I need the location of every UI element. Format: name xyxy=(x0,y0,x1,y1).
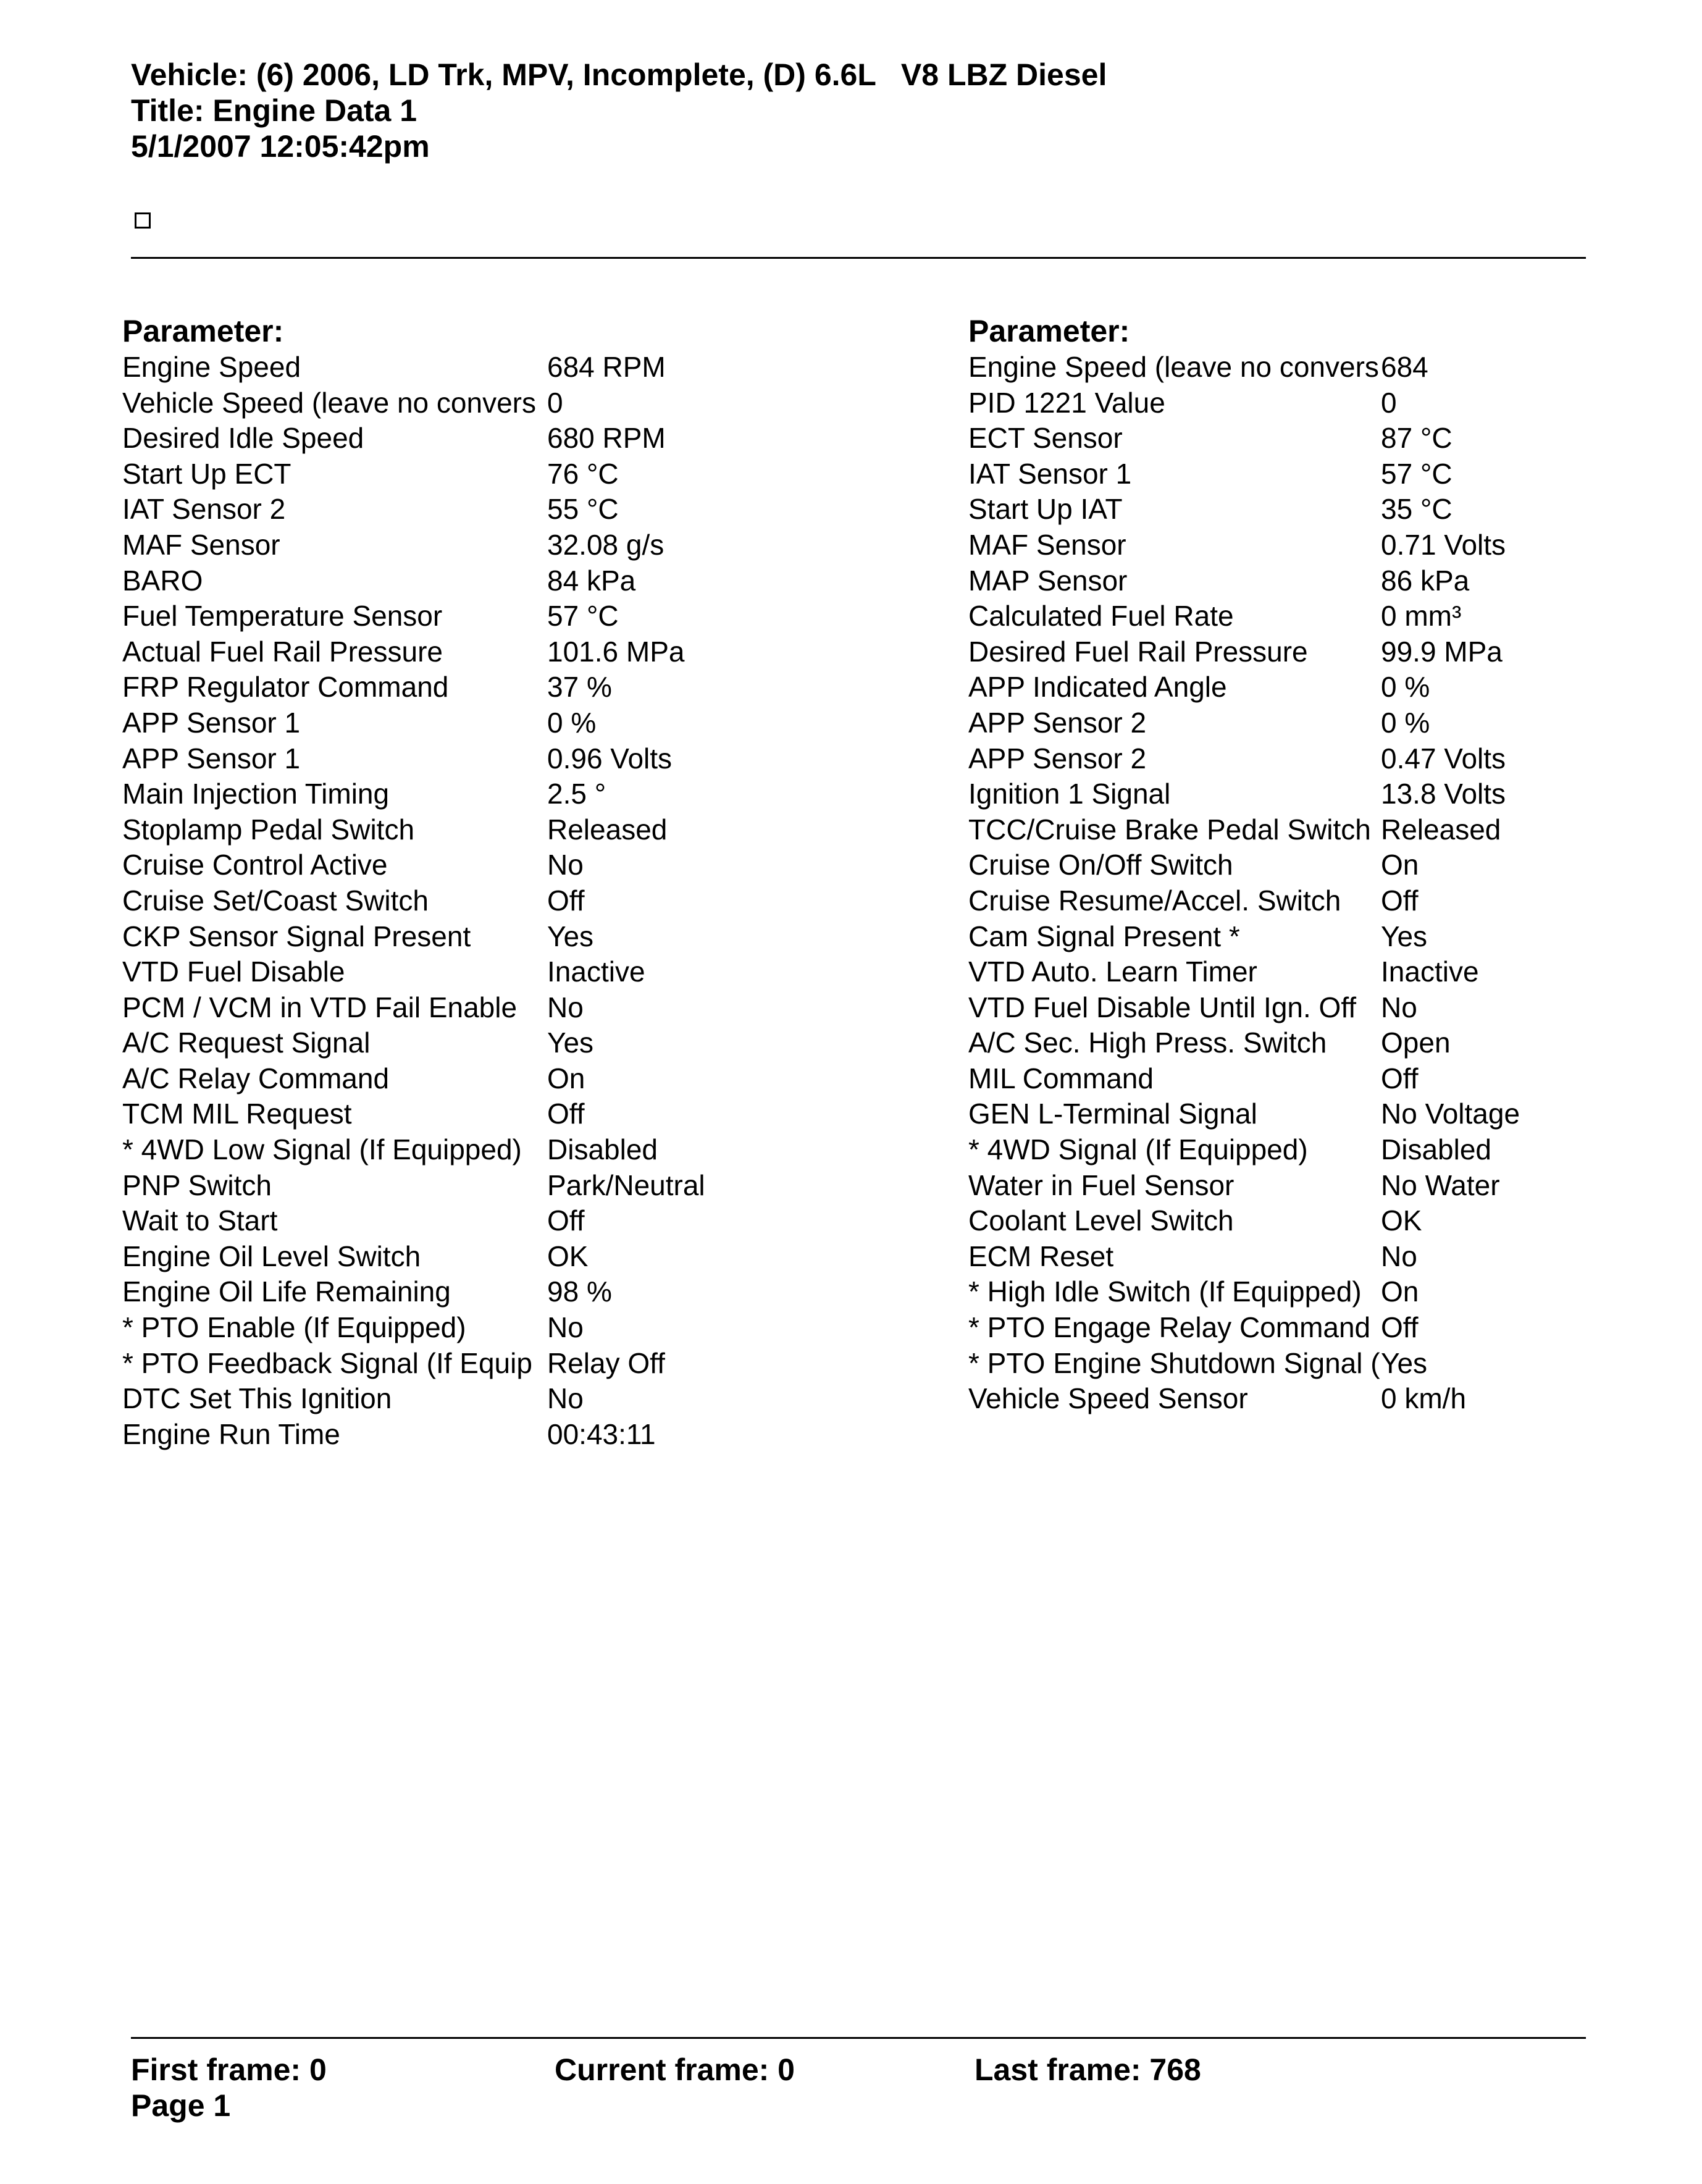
parameter-value: 13.8 Volts xyxy=(1381,778,1506,810)
parameter-row xyxy=(122,741,673,777)
parameter-row xyxy=(122,883,585,919)
parameter-value: 99.9 MPa xyxy=(1381,635,1503,668)
parameter-row xyxy=(968,1381,1467,1417)
parameter-row xyxy=(122,1132,658,1168)
parameter-name: Cruise Set/Coast Switch xyxy=(122,884,429,917)
parameter-name: Engine Oil Level Switch xyxy=(122,1240,421,1272)
parameter-row xyxy=(968,990,1417,1026)
parameter-name: Cruise Control Active xyxy=(122,849,388,881)
parameter-row xyxy=(122,954,645,990)
parameter-value: On xyxy=(1381,1275,1419,1308)
parameter-name: APP Sensor 2 xyxy=(968,706,1147,739)
parameter-row xyxy=(968,385,1397,421)
parameter-row xyxy=(968,883,1419,919)
parameter-row xyxy=(122,1239,589,1275)
parameter-value: 84 kPa xyxy=(547,564,636,597)
parameter-name: BARO xyxy=(122,564,203,597)
parameter-name: Desired Fuel Rail Pressure xyxy=(968,635,1308,668)
parameter-name: Vehicle Speed (leave no convers xyxy=(122,386,536,419)
parameter-row xyxy=(968,1346,1428,1382)
parameter-value: 55 °C xyxy=(547,493,619,526)
parameter-value: Disabled xyxy=(1381,1133,1491,1166)
parameter-row xyxy=(122,705,597,741)
parameter-name: Vehicle Speed Sensor xyxy=(968,1382,1248,1415)
parameter-value: No Voltage xyxy=(1381,1098,1520,1130)
parameter-row xyxy=(122,385,563,421)
parameter-name: A/C Relay Command xyxy=(122,1062,390,1094)
parameter-name: CKP Sensor Signal Present xyxy=(122,920,471,952)
parameter-value: No xyxy=(547,991,584,1023)
parameter-value: 98 % xyxy=(547,1275,612,1308)
parameter-row xyxy=(122,1168,705,1204)
checkbox-icon xyxy=(135,212,151,229)
parameter-value: 32.08 g/s xyxy=(547,528,664,561)
parameter-name: DTC Set This Ignition xyxy=(122,1382,392,1415)
parameter-value: Released xyxy=(1381,813,1501,846)
footer-divider xyxy=(131,2037,1586,2039)
parameter-row xyxy=(968,847,1419,883)
parameter-value: On xyxy=(1381,849,1419,881)
parameter-value: 101.6 MPa xyxy=(547,635,685,668)
parameter-row xyxy=(122,421,666,456)
parameter-name: Engine Oil Life Remaining xyxy=(122,1275,451,1308)
parameter-value: 0 % xyxy=(1381,671,1430,704)
parameter-value: Off xyxy=(1381,1311,1419,1344)
parameter-name: MAF Sensor xyxy=(968,528,1126,561)
parameter-name: Cam Signal Present * xyxy=(968,920,1240,952)
parameter-name: APP Sensor 1 xyxy=(122,706,301,739)
parameter-row xyxy=(122,670,612,705)
parameter-row xyxy=(122,1274,612,1310)
parameter-list xyxy=(968,350,1520,1417)
parameter-name: * PTO Engage Relay Command xyxy=(968,1311,1371,1344)
parameter-row xyxy=(122,1346,665,1382)
parameter-row xyxy=(968,1310,1419,1346)
parameter-row xyxy=(968,1203,1422,1239)
parameter-name: Engine Speed xyxy=(122,351,301,383)
parameter-name: MAP Sensor xyxy=(968,564,1128,597)
parameter-name: Calculated Fuel Rate xyxy=(968,600,1234,632)
parameter-row xyxy=(122,527,664,563)
parameter-value: No xyxy=(547,849,584,881)
parameter-column-left xyxy=(122,313,705,1452)
parameter-name: APP Indicated Angle xyxy=(968,671,1227,704)
parameter-name: Actual Fuel Rail Pressure xyxy=(122,635,443,668)
parameter-row xyxy=(968,1096,1520,1132)
parameter-value: OK xyxy=(1381,1204,1422,1237)
parameter-name: PCM / VCM in VTD Fail Enable xyxy=(122,991,518,1023)
parameter-value: No xyxy=(1381,1240,1417,1272)
parameter-name: PID 1221 Value xyxy=(968,386,1165,419)
parameter-name: VTD Fuel Disable xyxy=(122,956,345,988)
parameter-row xyxy=(968,812,1501,848)
parameter-value: Off xyxy=(1381,1062,1419,1094)
parameter-name: Wait to Start xyxy=(122,1204,278,1237)
parameter-value: 0 % xyxy=(1381,706,1430,739)
parameter-name: Coolant Level Switch xyxy=(968,1204,1234,1237)
parameter-value: Off xyxy=(547,1204,585,1237)
parameter-value: Yes xyxy=(1381,920,1428,952)
parameter-name: APP Sensor 2 xyxy=(968,742,1147,775)
parameter-name: MIL Command xyxy=(968,1062,1154,1094)
parameter-name: ECT Sensor xyxy=(968,422,1123,455)
parameter-row xyxy=(968,776,1506,812)
vehicle-description: Vehicle: (6) 2006, LD Trk, MPV, Incomplete, (D) 6.6L xyxy=(131,57,876,92)
parameter-row xyxy=(122,919,594,955)
parameter-row xyxy=(122,1381,584,1417)
parameter-row xyxy=(122,350,666,385)
current-frame: Current frame: 0 xyxy=(555,2052,795,2087)
parameter-row xyxy=(968,1274,1419,1310)
report-header xyxy=(131,57,1107,164)
parameter-value: 35 °C xyxy=(1381,493,1453,526)
parameter-name: Start Up IAT xyxy=(968,493,1123,526)
parameter-name: Fuel Temperature Sensor xyxy=(122,600,443,632)
parameter-value: 57 °C xyxy=(1381,457,1453,490)
parameter-value: Relay Off xyxy=(547,1346,665,1379)
header-divider xyxy=(131,257,1586,259)
parameter-name: * PTO Feedback Signal (If Equip xyxy=(122,1346,532,1379)
parameter-value: Inactive xyxy=(1381,956,1479,988)
report-title: Title: Engine Data 1 xyxy=(131,93,417,128)
parameter-row xyxy=(968,705,1430,741)
parameter-row xyxy=(968,670,1430,705)
parameter-row xyxy=(968,1132,1491,1168)
parameter-value: Yes xyxy=(1381,1346,1428,1379)
parameter-name: Stoplamp Pedal Switch xyxy=(122,813,415,846)
parameter-value: 680 RPM xyxy=(547,422,666,455)
parameter-value: 0.71 Volts xyxy=(1381,528,1506,561)
parameter-row xyxy=(122,492,619,527)
parameter-name: Engine Speed (leave no convers xyxy=(968,351,1379,383)
parameter-value: OK xyxy=(547,1240,589,1272)
parameter-name: APP Sensor 1 xyxy=(122,742,301,775)
parameter-name: GEN L-Terminal Signal xyxy=(968,1098,1257,1130)
parameter-name: A/C Sec. High Press. Switch xyxy=(968,1027,1327,1059)
parameter-row xyxy=(968,492,1453,527)
parameter-row xyxy=(968,954,1479,990)
parameter-row xyxy=(122,1061,585,1097)
parameter-value: Inactive xyxy=(547,956,645,988)
parameter-row xyxy=(122,598,619,634)
parameter-value: 57 °C xyxy=(547,600,619,632)
parameter-name: * 4WD Signal (If Equipped) xyxy=(968,1133,1308,1166)
parameter-row xyxy=(122,563,636,599)
parameter-name: Ignition 1 Signal xyxy=(968,778,1171,810)
parameter-name: A/C Request Signal xyxy=(122,1027,371,1059)
parameter-row xyxy=(968,919,1428,955)
parameter-value: 684 xyxy=(1381,351,1428,383)
parameter-row xyxy=(968,421,1453,456)
parameter-name: TCC/Cruise Brake Pedal Switch xyxy=(968,813,1371,846)
engine-description: V8 LBZ Diesel xyxy=(900,57,1107,92)
last-frame: Last frame: 768 xyxy=(975,2052,1201,2087)
parameter-row xyxy=(122,1417,656,1453)
parameter-value: 2.5 ° xyxy=(547,778,606,810)
parameter-value: Open xyxy=(1381,1027,1451,1059)
parameter-name: FRP Regulator Command xyxy=(122,671,449,704)
parameter-row xyxy=(968,741,1506,777)
parameter-value: No Water xyxy=(1381,1169,1500,1201)
parameter-name: Cruise Resume/Accel. Switch xyxy=(968,884,1341,917)
parameter-value: Disabled xyxy=(547,1133,658,1166)
parameter-name: Main Injection Timing xyxy=(122,778,390,810)
parameter-row xyxy=(968,350,1428,385)
parameter-row xyxy=(122,776,606,812)
parameter-name: TCM MIL Request xyxy=(122,1098,352,1130)
parameter-name: IAT Sensor 2 xyxy=(122,493,286,526)
parameter-row xyxy=(968,563,1470,599)
parameter-value: 0 % xyxy=(547,706,597,739)
parameter-row xyxy=(968,527,1506,563)
parameter-value: 0 xyxy=(547,386,563,419)
parameter-value: No xyxy=(547,1311,584,1344)
parameter-row xyxy=(122,1096,585,1132)
parameter-value: Park/Neutral xyxy=(547,1169,705,1201)
parameter-name: Cruise On/Off Switch xyxy=(968,849,1233,881)
parameter-value: Yes xyxy=(547,1027,594,1059)
parameter-row xyxy=(122,1203,585,1239)
parameter-value: 00:43:11 xyxy=(547,1418,656,1450)
parameter-value: 76 °C xyxy=(547,457,619,490)
parameter-row xyxy=(122,456,619,492)
page-number: Page 1 xyxy=(131,2088,231,2123)
parameter-row xyxy=(122,634,685,670)
parameter-name: * High Idle Switch (If Equipped) xyxy=(968,1275,1362,1308)
parameter-name: IAT Sensor 1 xyxy=(968,457,1132,490)
parameter-row xyxy=(968,1061,1419,1097)
parameter-value: On xyxy=(547,1062,585,1094)
parameter-value: No xyxy=(547,1382,584,1415)
parameter-value: 37 % xyxy=(547,671,612,704)
report-timestamp: 5/1/2007 12:05:42pm xyxy=(131,129,430,164)
parameter-name: PNP Switch xyxy=(122,1169,272,1201)
parameter-row xyxy=(122,990,584,1026)
parameter-row xyxy=(968,634,1503,670)
parameter-name: Engine Run Time xyxy=(122,1418,340,1450)
parameter-column-right xyxy=(968,313,1520,1417)
parameter-value: 87 °C xyxy=(1381,422,1453,455)
parameter-value: 0 mm³ xyxy=(1381,600,1462,632)
vehicle-line xyxy=(131,57,1107,93)
parameter-name: MAF Sensor xyxy=(122,528,280,561)
parameter-value: Off xyxy=(1381,884,1419,917)
parameter-value: 0.47 Volts xyxy=(1381,742,1506,775)
parameter-name: VTD Fuel Disable Until Ign. Off xyxy=(968,991,1357,1023)
parameter-value: 684 RPM xyxy=(547,351,666,383)
parameter-row xyxy=(968,598,1462,634)
parameter-row xyxy=(122,1025,594,1061)
parameter-value: 86 kPa xyxy=(1381,564,1470,597)
parameter-row xyxy=(968,456,1453,492)
parameter-name: * PTO Engine Shutdown Signal ( xyxy=(968,1346,1380,1379)
parameter-row xyxy=(122,1310,584,1346)
parameter-name: * PTO Enable (If Equipped) xyxy=(122,1311,466,1344)
parameter-name: Water in Fuel Sensor xyxy=(968,1169,1235,1201)
parameter-row xyxy=(122,847,584,883)
column-header: Parameter: xyxy=(122,314,284,348)
parameter-value: Released xyxy=(547,813,668,846)
parameter-row xyxy=(968,1168,1500,1204)
parameter-row xyxy=(122,812,668,848)
parameter-value: Off xyxy=(547,1098,585,1130)
parameter-name: ECM Reset xyxy=(968,1240,1114,1272)
parameter-value: 0.96 Volts xyxy=(547,742,673,775)
parameter-value: Yes xyxy=(547,920,594,952)
parameter-row xyxy=(968,1239,1417,1275)
parameter-value: Off xyxy=(547,884,585,917)
column-header: Parameter: xyxy=(968,314,1130,348)
parameter-name: Start Up ECT xyxy=(122,457,291,490)
parameter-value: 0 km/h xyxy=(1381,1382,1467,1415)
parameter-value: 0 xyxy=(1381,386,1397,419)
parameter-name: * 4WD Low Signal (If Equipped) xyxy=(122,1133,522,1166)
parameter-list xyxy=(122,350,705,1452)
first-frame: First frame: 0 xyxy=(131,2052,327,2087)
parameter-name: VTD Auto. Learn Timer xyxy=(968,956,1257,988)
parameter-value: No xyxy=(1381,991,1417,1023)
parameter-name: Desired Idle Speed xyxy=(122,422,364,455)
parameter-row xyxy=(968,1025,1451,1061)
